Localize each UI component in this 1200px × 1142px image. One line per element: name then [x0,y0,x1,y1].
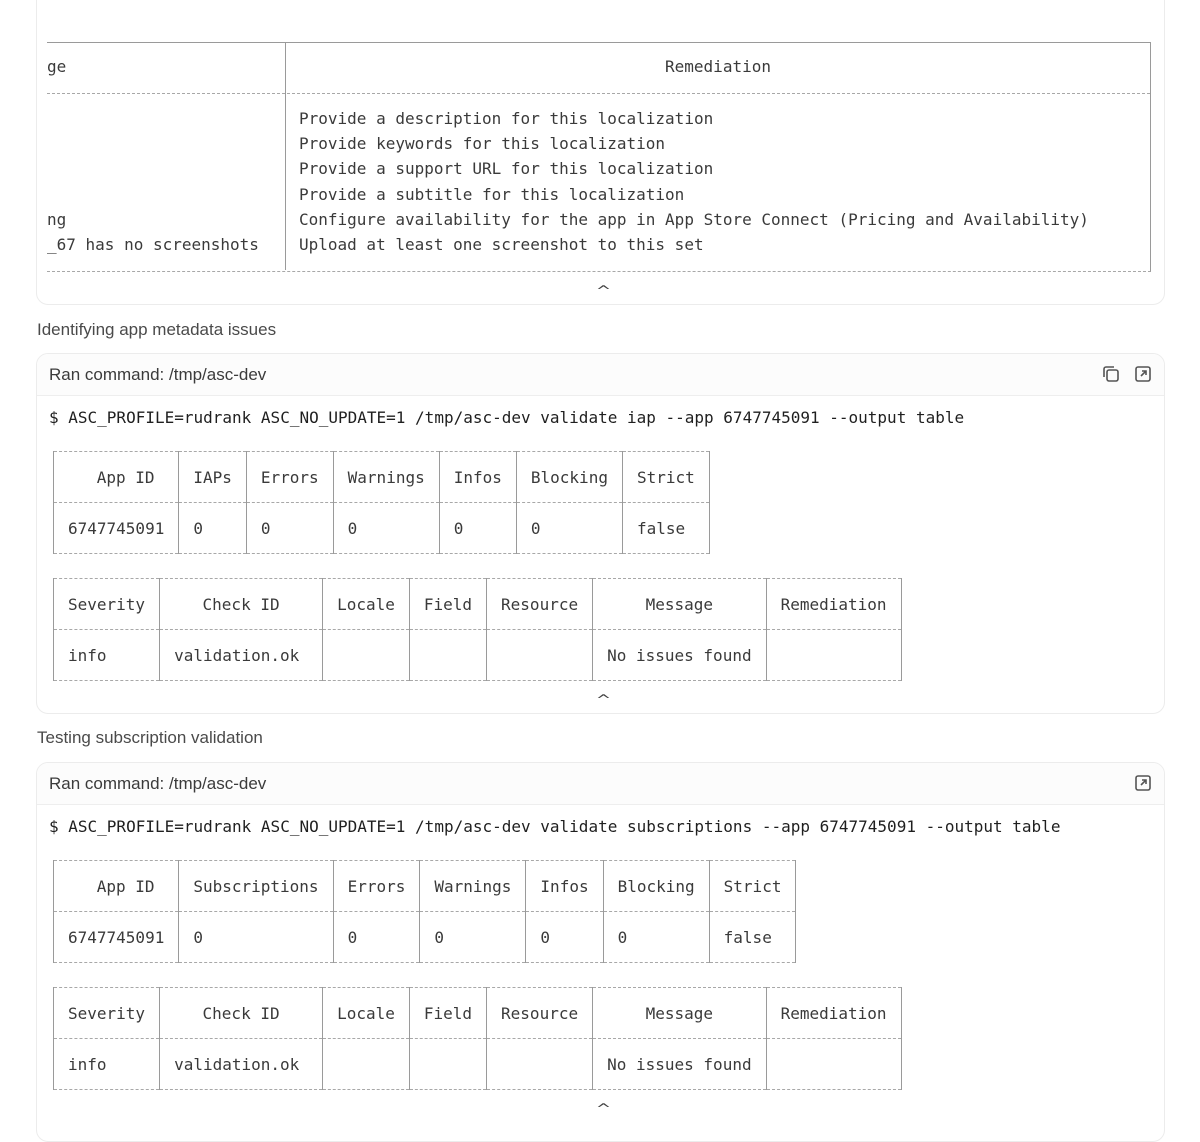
table-cell: 0 [526,912,603,963]
table-cell: 0 [516,503,622,554]
command-text: $ ASC_PROFILE=rudrank ASC_NO_UPDATE=1 /tmp/asc-dev validate iap --app 6747745091 --output table [49,408,965,427]
list-item: _67 has no screenshots [47,235,259,255]
table-cell: false [622,503,709,554]
header-cell: Check ID [160,988,323,1039]
header-cell: Locale [323,988,410,1039]
header-cell: Errors [246,452,333,503]
table-cell: 6747745091 [54,912,179,963]
list-item: Provide a support URL for this localization [299,159,714,179]
column-divider [285,42,286,270]
header-cell: Infos [526,861,603,912]
card-header[interactable] [37,354,1164,396]
header-cell: Strict [622,452,709,503]
list-item: Provide a subtitle for this localization [299,184,685,204]
table-cell: No issues found [593,630,767,681]
header-cell: Check ID [160,579,323,630]
card-title: Ran command: /tmp/asc-dev [49,774,267,793]
summary-table [53,451,710,554]
header-cell: IAPs [179,452,247,503]
table-cell [766,630,901,681]
header-cell: Blocking [603,861,709,912]
table-cell: info [54,1039,160,1090]
header-cell: Blocking [516,452,622,503]
step-label-metadata: Identifying app metadata issues [37,320,277,339]
table-row [54,912,796,963]
header-cell: App ID [54,861,179,912]
table-row [54,503,710,554]
table-row [54,630,902,681]
header-cell: Locale [323,579,410,630]
collapse-chevron-icon[interactable]: ^ [595,693,612,708]
table-cell: 0 [439,503,516,554]
table-cell: validation.ok [160,630,323,681]
remediation-column-values [299,106,1089,257]
card-header[interactable] [37,763,1164,805]
header-cell: Field [409,988,486,1039]
table-cell: 0 [333,912,420,963]
table-cell: 0 [603,912,709,963]
table-cell: 0 [179,912,333,963]
summary-table [53,860,796,963]
table-header-row [54,861,796,912]
header-cell: Errors [333,861,420,912]
checks-table [53,578,902,681]
header-cell: Message [593,579,767,630]
header-cell: Severity [54,579,160,630]
table-cell [487,630,593,681]
card-title: Ran command: /tmp/asc-dev [49,365,267,384]
command-card-iap [36,353,1165,714]
collapse-chevron-icon[interactable]: ^ [595,284,612,299]
table-cell: info [54,630,160,681]
header-cell: Remediation [766,988,901,1039]
list-item: Provide keywords for this localization [299,134,666,154]
header-cell: Resource [487,579,593,630]
table-cell: 0 [420,912,526,963]
header-cell: Remediation [766,579,901,630]
table-cell: false [709,912,796,963]
table-cell: No issues found [593,1039,767,1090]
header-cell: Subscriptions [179,861,333,912]
table-header-row [54,452,710,503]
list-item: Provide a description for this localization [299,109,714,128]
list-item: ng [47,209,67,229]
command-text: $ ASC_PROFILE=rudrank ASC_NO_UPDATE=1 /tmp/asc-dev validate subscriptions --app 6747745091 --output table [49,817,1061,836]
table-cell: 0 [246,503,333,554]
header-cell: Severity [54,988,160,1039]
copy-icon[interactable] [1101,364,1121,384]
command-card-subscriptions [36,762,1165,1142]
header-cell: Resource [487,988,593,1039]
header-cell: Warnings [420,861,526,912]
header-cell: App ID [54,452,179,503]
table-cell: 0 [333,503,439,554]
header-cell: Infos [439,452,516,503]
table-cell [487,1039,593,1090]
table-cell: validation.ok [160,1039,323,1090]
output-card-top [36,0,1165,305]
list-item: Upload at least one screenshot to this set [299,235,704,255]
step-label-subscriptions: Testing subscription validation [37,728,263,747]
header-cell: Message [593,988,767,1039]
table-cell [409,630,486,681]
header-cell: Strict [709,861,796,912]
table-cell [323,1039,410,1090]
table-header-row [54,988,902,1039]
collapse-chevron-icon[interactable]: ^ [595,1102,612,1117]
issue-column-values [47,106,259,257]
header-cell: Warnings [333,452,439,503]
column-header-remediation: Remediation [665,57,771,76]
table-cell [766,1039,901,1090]
table-row [54,1039,902,1090]
header-separator [47,93,1150,94]
open-external-icon[interactable] [1133,773,1153,793]
table-header-row [54,579,902,630]
table-cell [323,630,410,681]
table-cell: 0 [179,503,247,554]
checks-table [53,987,902,1090]
header-cell: Field [409,579,486,630]
column-header-truncated: ge [47,57,67,76]
list-item: Configure availability for the app in App Store Connect (Pricing and Availability) [299,209,1089,229]
open-external-icon[interactable] [1133,364,1153,384]
table-cell: 6747745091 [54,503,179,554]
table-cell [409,1039,486,1090]
